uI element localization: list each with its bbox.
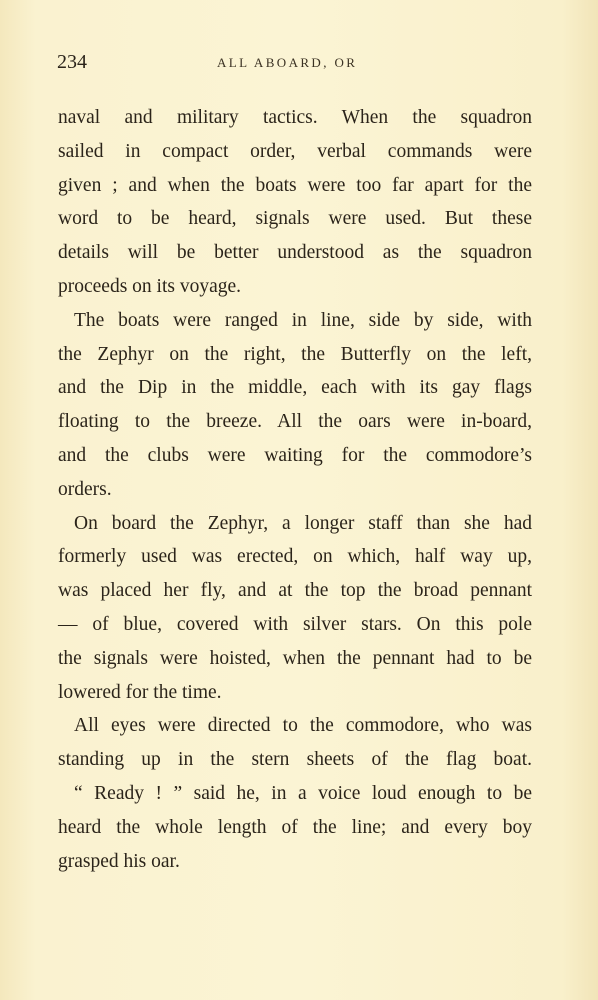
text-line: standing up in the stern sheets of the flag boat. — [58, 749, 532, 771]
text-line: given ; and when the boats were too far apart for the — [58, 174, 532, 196]
text-line: grasped his oar. — [58, 850, 180, 872]
text-line: lowered for the time. — [58, 681, 222, 703]
text-line: The boats were ranged in line, side by side, with — [74, 309, 532, 331]
text-line: proceeds on its voyage. — [58, 275, 242, 297]
text-line: and the clubs were waiting for the commodore’s — [58, 444, 532, 466]
text-line: On board the Zephyr, a longer staff than she had — [74, 512, 532, 534]
text-line: orders. — [58, 478, 112, 500]
text-line: All eyes were directed to the commodore, who was — [74, 715, 532, 737]
text-line: formerly used was erected, on which, half way up, — [58, 546, 532, 568]
text-line: was placed her fly, and at the top the broad pennant — [58, 580, 532, 602]
page-header — [57, 50, 537, 74]
body-text — [58, 101, 532, 878]
page-number: 234 — [57, 51, 87, 73]
text-line: — of blue, covered with silver stars. On this pole — [58, 613, 532, 635]
text-line: the Zephyr on the right, the Butterfly on the left, — [58, 343, 532, 365]
text-line: “ Ready ! ” said he, in a voice loud enough to be — [74, 782, 532, 804]
text-line: and the Dip in the middle, each with its gay flags — [58, 377, 532, 399]
running-head: ALL ABOARD, OR — [217, 55, 358, 70]
text-line: sailed in compact order, verbal commands were — [58, 140, 532, 162]
text-line: details will be better understood as the squadron — [58, 242, 532, 264]
text-line: word to be heard, signals were used. But these — [58, 208, 532, 230]
text-line: heard the whole length of the line; and every boy — [58, 816, 532, 838]
text-line: floating to the breeze. All the oars were in-board, — [58, 411, 532, 433]
text-line: the signals were hoisted, when the pennant had to be — [58, 647, 532, 669]
text-line: naval and military tactics. When the squadron — [58, 107, 532, 128]
